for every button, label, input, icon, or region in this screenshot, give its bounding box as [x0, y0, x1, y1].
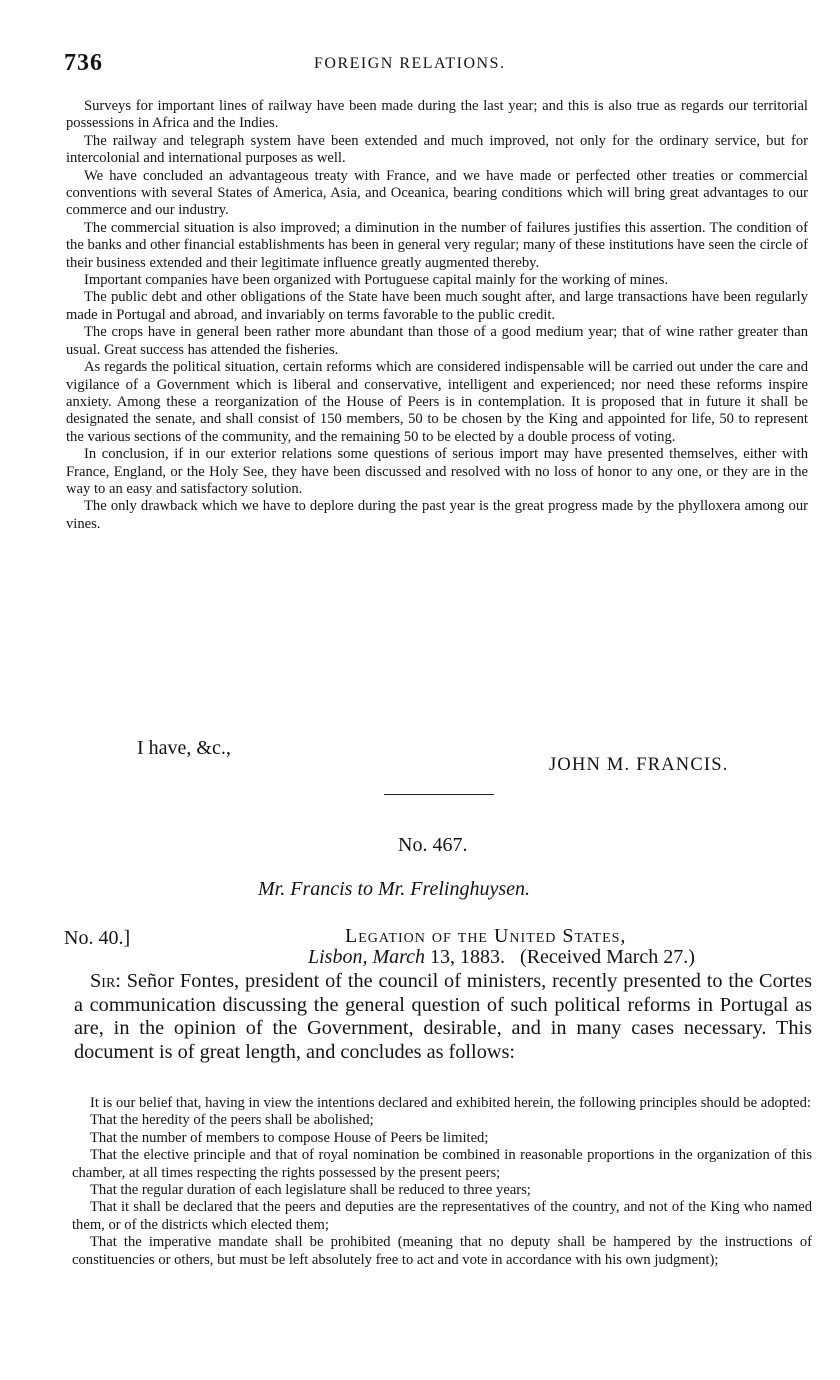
paragraph: The crops have in general been rather more abundant than those of a good medium year; that of wine rather greater than usual. Great success has attended the fisheries. — [66, 324, 808, 358]
running-head: FOREIGN RELATIONS. — [314, 55, 506, 72]
document-heading: Mr. Francis to Mr. Frelinghuysen. — [258, 878, 531, 900]
paragraph: The public debt and other obligations of the State have been much sought after, and large transactions have been regularly made in Portugal and abroad, and invariably on terms favorable to the public credit. — [66, 289, 808, 323]
opening-text: Señor Fontes, president of the council of ministers, recently presented to the Cortes a communication discussing the general question of such political reforms in Portugal as are, in the opinion of the Government, desirable, and in many cases necessary. This document is of great length, and concludes as follows: — [74, 970, 812, 1063]
quoted-paragraph: That the imperative mandate shall be prohibited (meaning that no deputy shall be hampered by the instructions of constituencies or others, but must be left absolutely free to act and vote in accordance with his own judgment); — [72, 1234, 812, 1268]
paragraph: Important companies have been organized with Portuguese capital mainly for the working of mines. — [84, 272, 669, 289]
document-number: No. 467. — [398, 834, 468, 856]
page-header — [64, 50, 806, 80]
quoted-paragraph: That the heredity of the peers shall be abolished; — [90, 1112, 374, 1129]
paragraph: In conclusion, if in our exterior relations some questions of serious import may have presented themselves, either with France, England, or the Holy See, they have been discussed and resolved with no loss of honor to any one, or they are in the way to an easy and satisfactory solution. — [66, 446, 808, 497]
received-date: (Received March 27.) — [520, 946, 695, 968]
quoted-paragraph: That the elective principle and that of royal nomination be combined in reasonable proportions in the organization of this chamber, at all times respecting the rights possessed by the present peers; — [72, 1147, 812, 1181]
date-rest: 13, 1883. — [425, 946, 506, 968]
paragraph: As regards the political situation, certain reforms which are considered indispensable will be carried out under the care and vigilance of a Government which is liberal and conservative, intelligent and experienced; nor need these reforms inspire anxiety. Among these a reorganization of the House of Peers is in contemplation. It is proposed that in future it shall be designated the senate, and shall consist of 150 members, 50 to be chosen by the King and appointed for life, 50 to represent the various sections of the community, and the remaining 50 to be elected by a double process of voting. — [66, 359, 808, 445]
quoted-paragraph: That the number of members to compose House of Peers be limited; — [90, 1129, 489, 1146]
paragraph: We have concluded an advantageous treaty with France, and we have made or perfected other treaties or commercial conventions with several States of America, Asia, and Oceanica, bearing conditions which will bring great advantages to our commerce and our industry. — [66, 167, 808, 219]
quoted-paragraph: It is our belief that, having in view the intentions declared and exhibited herein, the following principles should be adopted: — [90, 1095, 811, 1111]
quoted-principles — [72, 1095, 812, 1269]
quoted-paragraph: That it shall be declared that the peers and deputies are the representatives of the country, and not of the King who named them, or of the districts which elected them; — [72, 1199, 812, 1233]
paragraph: The commercial situation is also improved; a diminution in the number of failures justifies this assertion. The condition of the banks and other financial establishments has been in general very regular; many of these institutions have seen the circle of their business extended and their legitimate influence greatly augmented thereby. — [66, 219, 808, 271]
section-divider — [384, 794, 494, 795]
opening-paragraph — [74, 970, 812, 1064]
page-number: 736 — [64, 50, 103, 76]
paragraph: The railway and telegraph system have been extended and much improved, not only for the ordinary service, but for intercolonial and international purposes as well. — [66, 132, 808, 167]
date-line — [308, 946, 695, 969]
despatch-opening — [74, 970, 812, 1064]
quoted-paragraph: That the regular duration of each legislature shall be reduced to three years; — [90, 1182, 531, 1199]
paragraph: The only drawback which we have to deplore during the past year is the great progress made by the phylloxera among our vines. — [66, 498, 808, 532]
salutation: Sir: — [90, 970, 121, 992]
paragraph: Surveys for important lines of railway have been made during the last year; and this is also true as regards our territorial possessions in Africa and the Indies. — [66, 98, 808, 132]
date-place: Lisbon, March — [308, 946, 426, 968]
signature: JOHN M. FRANCIS. — [549, 755, 729, 775]
despatch-number: No. 40.] — [64, 927, 131, 949]
report-body — [66, 98, 808, 533]
legation-line: Legation of the United States, — [345, 925, 627, 947]
closing-salutation: I have, &c., — [137, 737, 231, 759]
